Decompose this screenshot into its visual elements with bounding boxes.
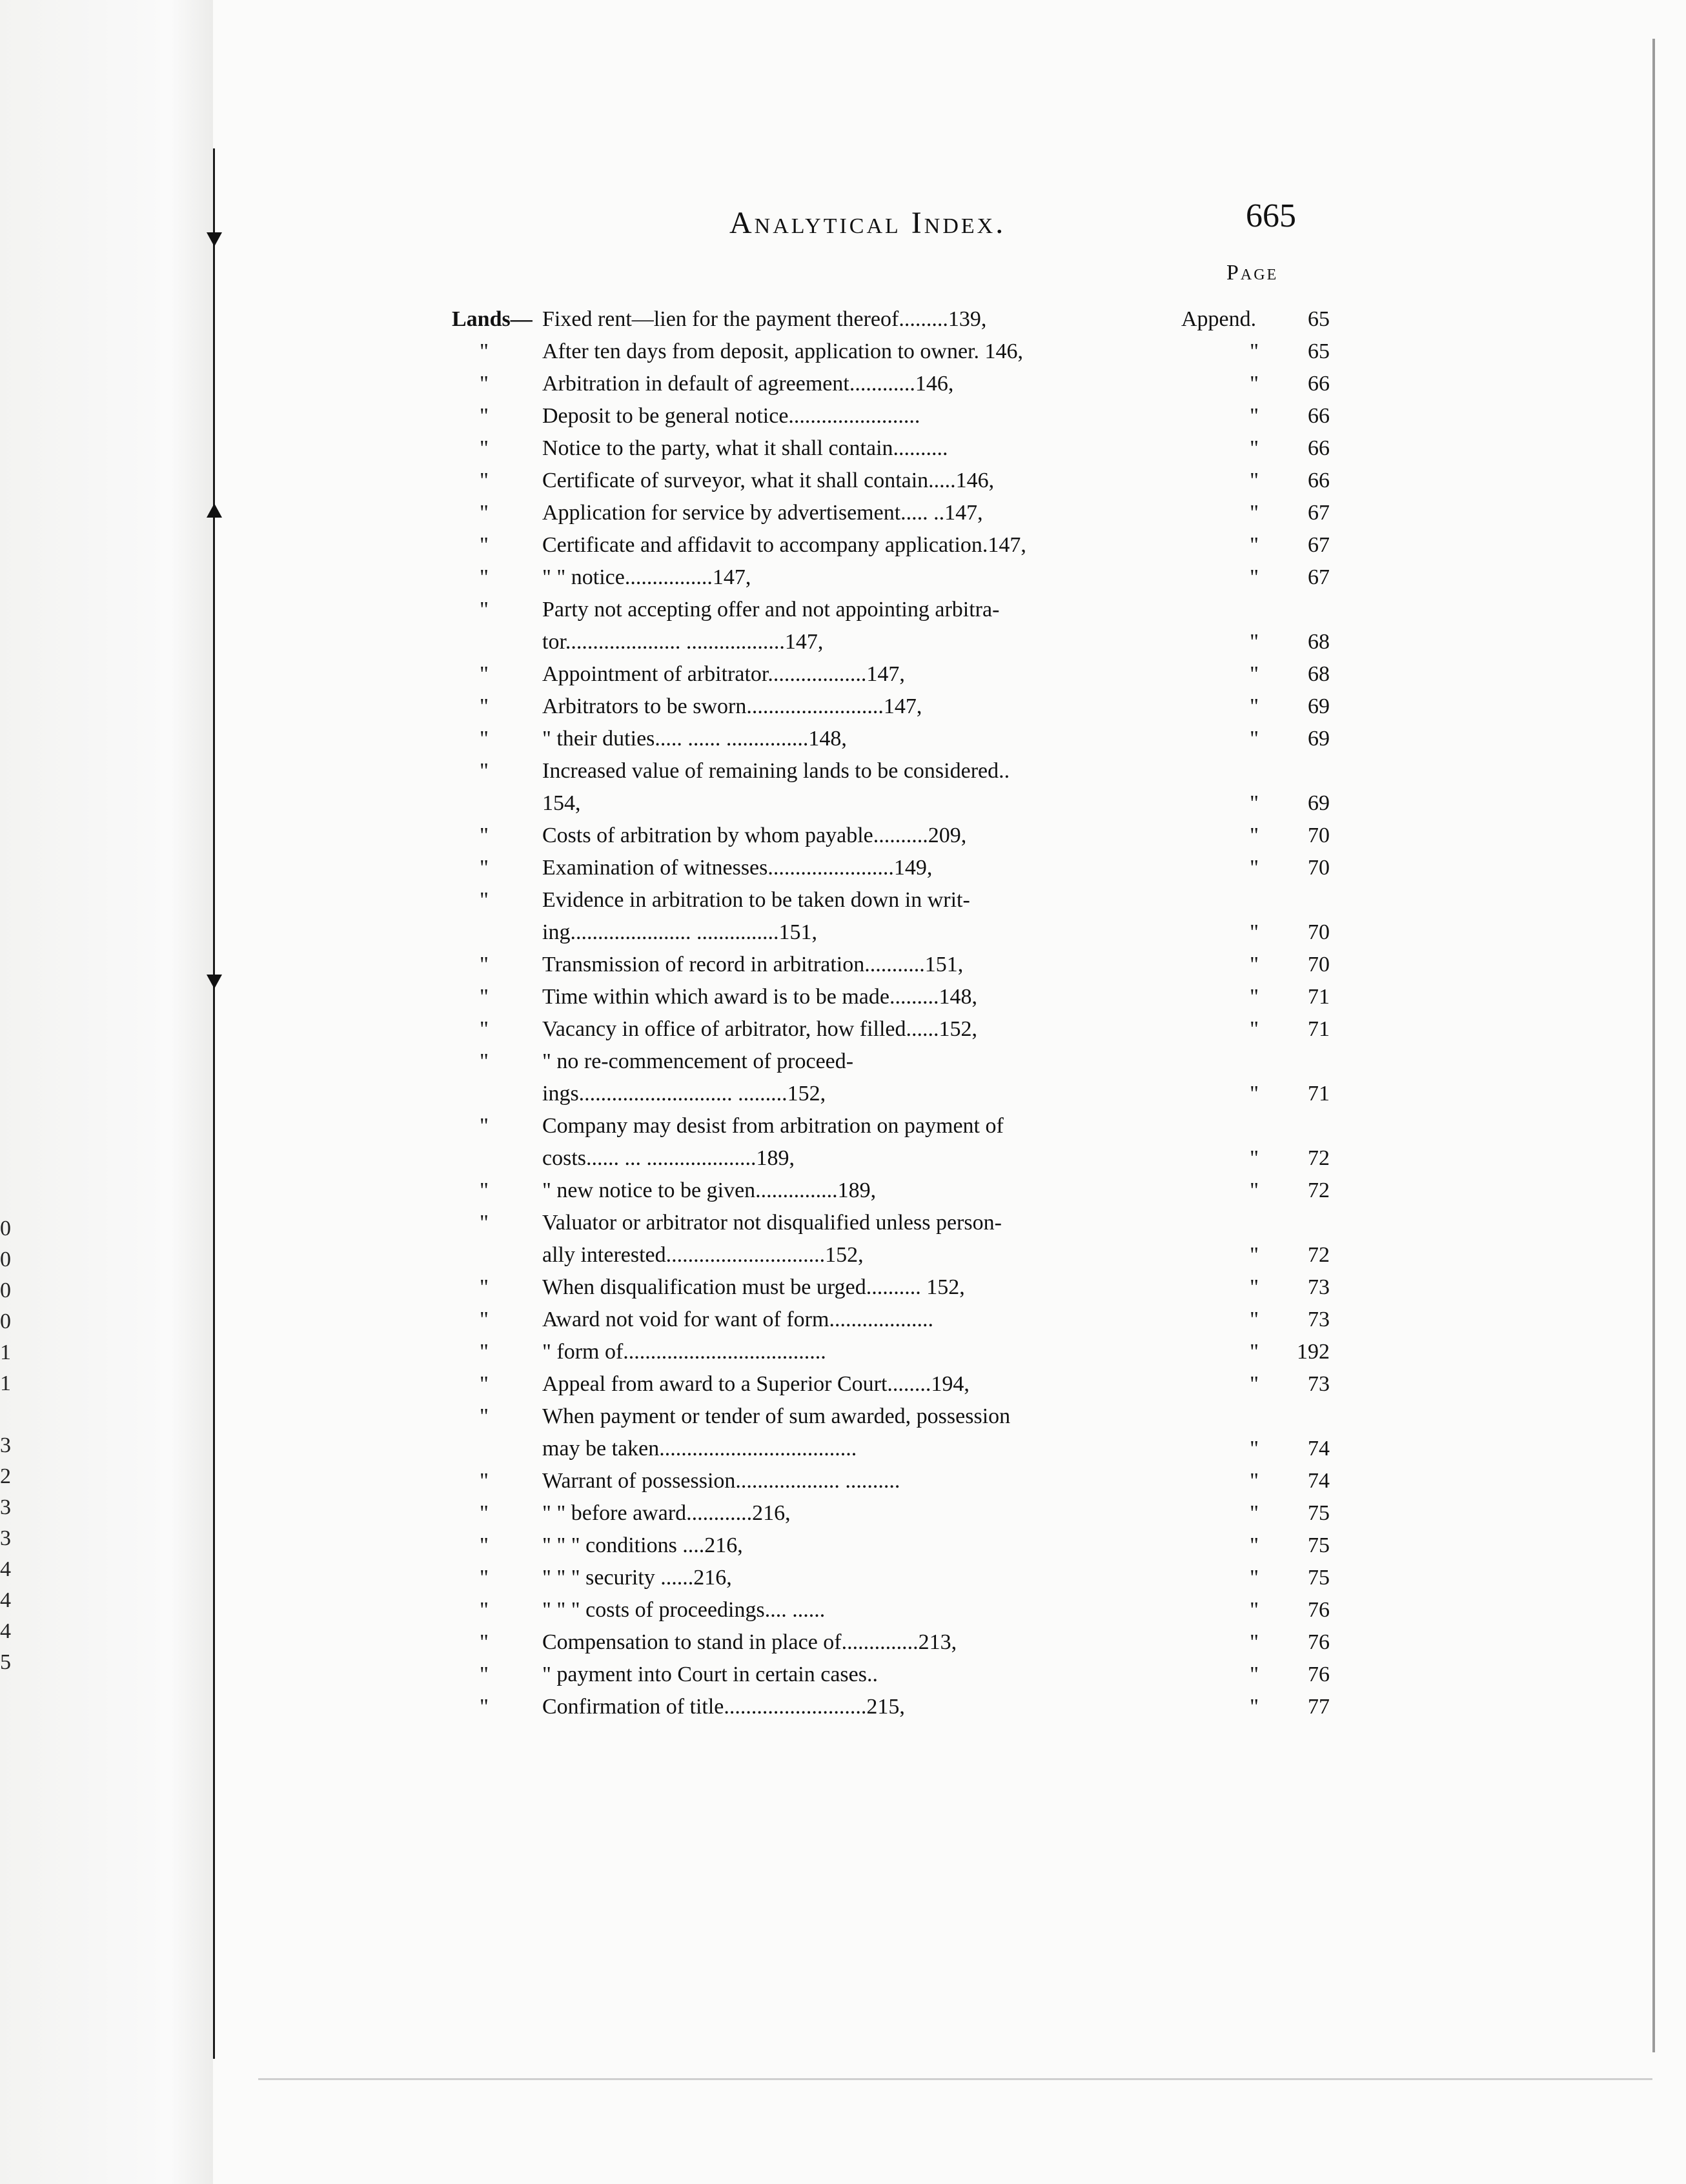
entry-text: After ten days from deposit, application to owner. 146, [542, 339, 1023, 363]
index-entry [452, 400, 1330, 432]
index-entry [452, 561, 1330, 594]
margin-digit: 3 [0, 1526, 11, 1550]
entry-text: Evidence in arbitration to be taken down in writ- [542, 888, 970, 912]
entry-text: Deposit to be general notice........................ [542, 404, 920, 428]
entry-text: costs...... ... ....................189, [542, 1146, 795, 1170]
ditto-mark: " [480, 856, 489, 880]
index-entry [452, 1465, 1330, 1497]
entry-page-number: 70 [1308, 856, 1330, 880]
entry-reference: " [1250, 1533, 1259, 1557]
ditto-mark: " [480, 1308, 489, 1331]
index-entry [452, 1110, 1330, 1142]
entry-page-number: 74 [1308, 1437, 1330, 1461]
entry-page-number: 69 [1308, 791, 1330, 815]
entry-text: Fixed rent—lien for the payment thereof.........139, [542, 307, 987, 331]
entry-text: When disqualification must be urged.......... 152, [542, 1275, 965, 1299]
entry-reference: " [1250, 727, 1259, 751]
page-column-heading: Page [1226, 261, 1279, 285]
ditto-mark: " [480, 598, 489, 622]
entry-text: When payment or tender of sum awarded, possession [542, 1404, 1011, 1428]
page-right-edge [1652, 39, 1655, 2052]
ditto-mark: " [480, 469, 489, 492]
ditto-mark: " [480, 1501, 489, 1525]
entry-page-number: 66 [1308, 372, 1330, 396]
entry-text: Certificate and affidavit to accompany application.147, [542, 533, 1026, 557]
entry-text: Increased value of remaining lands to be considered.. [542, 759, 1010, 783]
entry-reference: " [1250, 791, 1259, 815]
entry-reference: " [1250, 1082, 1259, 1106]
margin-digit: 1 [0, 1371, 11, 1395]
entry-reference: " [1250, 824, 1259, 847]
ditto-mark: " [480, 501, 489, 525]
ditto-mark: " [480, 662, 489, 686]
entry-text: " no re-commencement of proceed- [542, 1049, 854, 1073]
entry-page-number: 73 [1308, 1372, 1330, 1396]
index-entry [452, 529, 1330, 561]
index-entry [452, 1336, 1330, 1368]
page-bottom-edge [258, 2078, 1652, 2080]
entry-reference: " [1250, 1243, 1259, 1267]
entry-text: Appeal from award to a Superior Court........194, [542, 1372, 970, 1396]
ditto-mark: " [480, 1469, 489, 1493]
entry-page-number: 65 [1308, 307, 1330, 331]
entry-reference: " [1250, 469, 1259, 492]
margin-digit: 1 [0, 1340, 11, 1364]
entry-reference: " [1250, 1372, 1259, 1396]
ditto-mark: " [480, 1630, 489, 1654]
index-entry [452, 1497, 1330, 1530]
entry-text: Costs of arbitration by whom payable..........209, [542, 824, 967, 847]
entry-text: Arbitration in default of agreement............146, [542, 372, 954, 396]
ditto-mark: " [480, 1695, 489, 1719]
ditto-mark: " [480, 436, 489, 460]
entry-page-number: 73 [1308, 1275, 1330, 1299]
entry-reference: " [1250, 1469, 1259, 1493]
entry-reference: " [1250, 662, 1259, 686]
entry-text: tor..................... ..................147, [542, 630, 824, 654]
index-entry [452, 1433, 1330, 1465]
entry-page-number: 192 [1297, 1340, 1330, 1364]
entry-page-number: 74 [1308, 1469, 1330, 1493]
entry-reference: " [1250, 1017, 1259, 1041]
ditto-mark: " [480, 1017, 489, 1041]
entry-page-number: 69 [1308, 694, 1330, 718]
entry-reference: " [1250, 1663, 1259, 1686]
entry-reference: " [1250, 1178, 1259, 1202]
entry-reference: " [1250, 1695, 1259, 1719]
page-number: 665 [1246, 197, 1296, 234]
entry-page-number: 75 [1308, 1533, 1330, 1557]
margin-digit: 3 [0, 1433, 11, 1457]
ditto-mark: " [480, 953, 489, 976]
entry-reference: " [1250, 1340, 1259, 1364]
ditto-mark: " [480, 404, 489, 428]
index-entry [452, 1659, 1330, 1691]
margin-digit: 0 [0, 1248, 11, 1271]
entry-reference: " [1250, 565, 1259, 589]
entry-text: " " notice................147, [542, 565, 751, 589]
entry-text: Warrant of possession................... .......... [542, 1469, 900, 1493]
index-entry [452, 1013, 1330, 1046]
entry-page-number: 75 [1308, 1501, 1330, 1525]
entry-page-number: 72 [1308, 1146, 1330, 1170]
index-entry [452, 755, 1330, 787]
entry-reference: " [1250, 953, 1259, 976]
index-entry [452, 691, 1330, 723]
entry-text: Valuator or arbitrator not disqualified unless person- [542, 1211, 1002, 1235]
margin-digit: 0 [0, 1217, 11, 1240]
entry-text: Confirmation of title..........................215, [542, 1695, 905, 1719]
entry-reference: " [1250, 372, 1259, 396]
margin-digit: 4 [0, 1557, 11, 1581]
ditto-mark: " [480, 759, 489, 783]
entry-reference: " [1250, 1501, 1259, 1525]
entry-text: " form of..................................... [542, 1340, 826, 1364]
entry-reference: " [1250, 404, 1259, 428]
ditto-mark: " [480, 1211, 489, 1235]
entry-page-number: 69 [1308, 727, 1330, 751]
index-entry [452, 1368, 1330, 1400]
ditto-mark: " [480, 985, 489, 1009]
entry-text: 154, [542, 791, 581, 815]
index-entry [452, 303, 1330, 336]
entry-page-number: 76 [1308, 1630, 1330, 1654]
index-entry [452, 1239, 1330, 1271]
entry-page-number: 70 [1308, 920, 1330, 944]
ditto-mark: " [480, 1114, 489, 1138]
entry-text: " " " costs of proceedings.... ...... [542, 1598, 826, 1622]
ditto-mark: " [480, 1566, 489, 1590]
index-entry [452, 1271, 1330, 1304]
ditto-mark: " [480, 339, 489, 363]
index-entry [452, 1594, 1330, 1626]
entry-reference: " [1250, 1598, 1259, 1622]
entry-page-number: 76 [1308, 1598, 1330, 1622]
entry-page-number: 72 [1308, 1178, 1330, 1202]
entry-page-number: 68 [1308, 662, 1330, 686]
index-entry [452, 723, 1330, 755]
entry-text: " their duties..... ...... ...............148, [542, 727, 847, 751]
entry-text: Award not void for want of form................... [542, 1308, 933, 1331]
ditto-mark: " [480, 1178, 489, 1202]
index-entries [452, 303, 1330, 1723]
entry-text: Notice to the party, what it shall contain.......... [542, 436, 948, 460]
ditto-mark: " [480, 727, 489, 751]
ditto-mark: " [480, 372, 489, 396]
entry-text: Certificate of surveyor, what it shall contain.....146, [542, 469, 995, 492]
ditto-mark: " [480, 888, 489, 912]
entry-page-number: 77 [1308, 1695, 1330, 1719]
entry-reference: " [1250, 533, 1259, 557]
entry-page-number: 70 [1308, 953, 1330, 976]
margin-digit: 0 [0, 1309, 11, 1333]
entry-text: Compensation to stand in place of..............213, [542, 1630, 957, 1654]
entry-text: " new notice to be given...............189, [542, 1178, 877, 1202]
entry-page-number: 75 [1308, 1566, 1330, 1590]
entry-reference: " [1250, 985, 1259, 1009]
entry-text: Arbitrators to be sworn.........................147, [542, 694, 922, 718]
entry-reference: " [1250, 436, 1259, 460]
entry-text: Time within which award is to be made.........148, [542, 985, 977, 1009]
index-entry [452, 336, 1330, 368]
margin-digit: 5 [0, 1650, 11, 1674]
binding-mark [207, 232, 222, 247]
entry-page-number: 66 [1308, 436, 1330, 460]
index-entry [452, 1691, 1330, 1723]
index-entry [452, 1304, 1330, 1336]
entry-reference: " [1250, 339, 1259, 363]
index-entry [452, 820, 1330, 852]
entry-reference: " [1250, 1146, 1259, 1170]
entry-reference: " [1250, 856, 1259, 880]
ditto-mark: " [480, 1598, 489, 1622]
entry-text: Examination of witnesses.......................149, [542, 856, 933, 880]
entry-page-number: 66 [1308, 404, 1330, 428]
index-entry [452, 1046, 1330, 1078]
entry-text: Vacancy in office of arbitrator, how filled......152, [542, 1017, 978, 1041]
entry-text: " " " security ......216, [542, 1566, 732, 1590]
entry-page-number: 76 [1308, 1663, 1330, 1686]
margin-digit: 2 [0, 1464, 11, 1488]
index-entry [452, 432, 1330, 465]
entry-page-number: 68 [1308, 630, 1330, 654]
entry-reference: " [1250, 1437, 1259, 1461]
entry-page-number: 73 [1308, 1308, 1330, 1331]
entry-text: ally interested.............................152, [542, 1243, 864, 1267]
index-entry [452, 465, 1330, 497]
index-entry [452, 1207, 1330, 1239]
margin-digit [0, 1399, 19, 1430]
ditto-mark: " [480, 1275, 489, 1299]
entry-page-number: 72 [1308, 1243, 1330, 1267]
index-entry [452, 368, 1330, 400]
index-entry [452, 594, 1330, 626]
entry-page-number: 67 [1308, 565, 1330, 589]
index-entry [452, 981, 1330, 1013]
ditto-mark: " [480, 1372, 489, 1396]
index-entry [452, 787, 1330, 820]
entry-page-number: 71 [1308, 1082, 1330, 1106]
facing-page-margin-digits [0, 1213, 19, 1678]
entry-reference: " [1250, 1275, 1259, 1299]
entry-page-number: 71 [1308, 985, 1330, 1009]
entry-text: ings............................ .........152, [542, 1082, 826, 1106]
ditto-mark: " [480, 1404, 489, 1428]
ditto-mark: " [480, 1049, 489, 1073]
index-entry [452, 1626, 1330, 1659]
entry-text: " " " conditions ....216, [542, 1533, 743, 1557]
index-entry [452, 1530, 1330, 1562]
entry-reference: " [1250, 1630, 1259, 1654]
entry-text: " payment into Court in certain cases.. [542, 1663, 878, 1686]
index-entry [452, 1078, 1330, 1110]
binding-mark [207, 503, 222, 518]
index-entry [452, 1562, 1330, 1594]
margin-digit: 4 [0, 1619, 11, 1643]
margin-digit: 3 [0, 1495, 11, 1519]
entry-heading: Lands— [452, 307, 533, 331]
ditto-mark: " [480, 694, 489, 718]
margin-digit: 0 [0, 1279, 11, 1302]
entry-reference: " [1250, 630, 1259, 654]
entry-page-number: 71 [1308, 1017, 1330, 1041]
entry-reference: Append. [1181, 307, 1257, 331]
ditto-mark: " [480, 533, 489, 557]
entry-text: Transmission of record in arbitration...........151, [542, 953, 964, 976]
entry-page-number: 70 [1308, 824, 1330, 847]
index-entry [452, 626, 1330, 658]
entry-page-number: 66 [1308, 469, 1330, 492]
entry-text: ing...................... ...............151, [542, 920, 817, 944]
entry-page-number: 67 [1308, 533, 1330, 557]
entry-text: Application for service by advertisement..... ..147, [542, 501, 983, 525]
binding-mark [207, 975, 222, 989]
binding-gutter-line [213, 148, 215, 2059]
entry-text: Party not accepting offer and not appointing arbitra- [542, 598, 1000, 622]
index-entry [452, 884, 1330, 916]
entry-text: Company may desist from arbitration on payment of [542, 1114, 1004, 1138]
index-entry [452, 916, 1330, 949]
margin-digit: 4 [0, 1588, 11, 1612]
index-entry [452, 497, 1330, 529]
entry-reference: " [1250, 501, 1259, 525]
entry-text: " " before award............216, [542, 1501, 791, 1525]
ditto-mark: " [480, 1340, 489, 1364]
entry-reference: " [1250, 1566, 1259, 1590]
index-entry [452, 1400, 1330, 1433]
index-entry [452, 852, 1330, 884]
entry-page-number: 67 [1308, 501, 1330, 525]
entry-reference: " [1250, 1308, 1259, 1331]
ditto-mark: " [480, 565, 489, 589]
entry-reference: " [1250, 694, 1259, 718]
entry-text: Appointment of arbitrator..................147, [542, 662, 905, 686]
entry-page-number: 65 [1308, 339, 1330, 363]
index-entry [452, 949, 1330, 981]
ditto-mark: " [480, 1663, 489, 1686]
entry-text: may be taken.................................... [542, 1437, 857, 1461]
facing-page-edge [0, 0, 213, 2184]
ditto-mark: " [480, 824, 489, 847]
index-entry [452, 1142, 1330, 1175]
index-entry [452, 658, 1330, 691]
index-entry [452, 1175, 1330, 1207]
running-head: Analytical Index. [729, 206, 1006, 240]
entry-reference: " [1250, 920, 1259, 944]
ditto-mark: " [480, 1533, 489, 1557]
